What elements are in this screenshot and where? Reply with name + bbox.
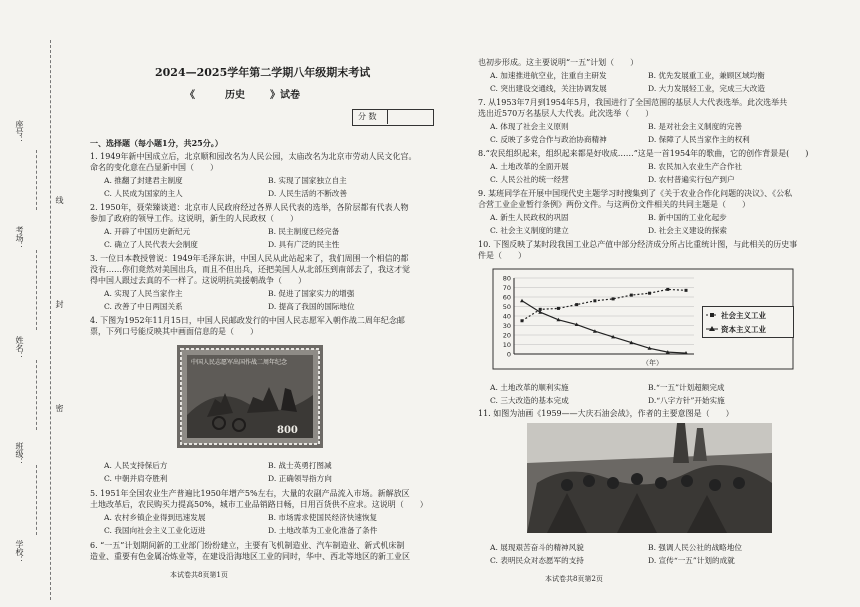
q5-option-a: A. 农村乡镇企业得到迅速发展 <box>104 513 206 522</box>
q3-option-c: C. 改善了中日两国关系 <box>104 302 183 311</box>
q10-stem: 10. 下图反映了某时段我国工业总产值中部分经济成分所占比重统计图，与此相关的历史事 <box>478 240 798 249</box>
q9-option-c: C. 社会主义制度的建立 <box>490 226 569 235</box>
seat-label: 座号： <box>15 120 24 144</box>
q1-option-c: C. 人民成为国家的主人 <box>104 189 183 198</box>
y-tick-label: 10 <box>502 341 511 349</box>
q1-stem: 命名的变化意在凸显新中国（ ） <box>90 163 218 172</box>
series-1-point <box>593 299 596 302</box>
q4-stem: 4. 下图为1952年11月15日，中国人民邮政发行的中国人民志愿军入朝作战二周年纪念邮 <box>90 316 405 325</box>
q10-option-c: C. 三大改造的基本完成 <box>490 396 569 405</box>
q5-option-d: D. 土地改革为工业化准备了条件 <box>268 526 378 535</box>
q4-option-a: A. 人民支持保后方 <box>104 461 168 470</box>
q3-option-d: D. 提高了我国的国际地位 <box>268 302 355 311</box>
y-tick-label: 40 <box>502 312 511 321</box>
exam-room-label: 考场： <box>15 226 24 250</box>
q1-option-d: D. 人民生活的不断改善 <box>268 189 347 198</box>
footer-right: 本试卷共8页第2页 <box>545 575 603 583</box>
q2-option-c: C. 确立了人民代表大会制度 <box>104 240 198 249</box>
section-heading: 一、选择题（每小题1分，共25分。） <box>90 138 223 148</box>
q6-option-c: C. 突出建设交通线，关注协调发展 <box>490 84 607 93</box>
y-tick-label: 20 <box>502 331 511 340</box>
q1-stem: 1. 1949年新中国成立后，北京顺和园改名为人民公园，太庙改名为北京市劳动人民文化宫。 <box>90 152 417 161</box>
q5-option-c: C. 我国向社会主义工业化迈进 <box>104 526 206 535</box>
q7-stem: 选出近570万名基层人大代表。此次选举（ ） <box>478 109 654 118</box>
y-tick-label: 70 <box>502 284 511 292</box>
cut-line-text: 线 <box>55 196 64 204</box>
chart-xlabel: （年） <box>642 359 663 367</box>
q3-stem: 没有……你们竟然对美国出兵，而且不但出兵，还把美国人从北部压到南部去了，我这才觉 <box>90 265 410 274</box>
q8-option-c: C. 人民公社的统一经营 <box>490 175 569 184</box>
series-2-point <box>520 299 524 303</box>
q1-option-b: B. 实现了国家独立自主 <box>268 176 347 185</box>
q10-stem: 件是（ ） <box>478 251 526 260</box>
q11-option-b: B. 强调人民公社的战略地位 <box>648 543 742 552</box>
oil-painting-image <box>527 423 772 533</box>
q1-option-a: A. 推翻了封建君主制度 <box>104 176 183 185</box>
q4-option-c: C. 中朝并肩夺胜利 <box>104 474 168 483</box>
q5-option-b: B. 市场需求使国民经济快速恢复 <box>268 513 378 522</box>
y-tick-label: 60 <box>502 293 511 302</box>
secret-line-text: 密 <box>55 404 64 412</box>
q2-stem: 参加了政府的领导工作。这说明，新生的人民政权（ ） <box>90 214 298 223</box>
q6-stem-cont: 也初步形成。这主要说明“一五”计划（ ） <box>478 58 639 67</box>
q5-stem: 土地改革后，农民购买力提高50%，城市工业品销路日畅，日用百货供不应求。这说明（ ） <box>90 500 428 509</box>
blank-line <box>36 465 37 535</box>
exam-title: 2024—2025学年第二学期八年级期末考试 <box>155 66 371 79</box>
blank-line <box>36 250 37 330</box>
blank-line <box>36 150 37 210</box>
q7-stem: 7. 从1953年7月到1954年5月，我国进行了全国范围的基层人大代表选举。此次选举共 <box>478 98 788 107</box>
series-1-point <box>612 297 615 300</box>
school-label: 学校： <box>15 540 24 564</box>
series-1-point <box>557 307 560 310</box>
blank-line <box>36 360 37 430</box>
series-1-point <box>666 288 669 291</box>
subject-close: 》试卷 <box>270 90 300 101</box>
series-1-point <box>685 289 688 292</box>
footer-left: 本试卷共8页第1页 <box>170 571 228 579</box>
name-label: 姓名： <box>15 336 24 360</box>
q5-stem: 5. 1951年全国农业生产普遍比1950年增产5%左右，大量的农副产品流入市场。新解放区 <box>90 489 410 498</box>
legend-series-1: 社会主义工业 <box>721 311 766 320</box>
score-label: 分 数 <box>358 112 377 121</box>
series-1-point <box>575 303 578 306</box>
q6-option-a: A. 加速推进航空业，注重自主研发 <box>490 71 607 80</box>
stamp-image <box>177 345 323 448</box>
y-tick-label: 50 <box>502 303 511 311</box>
q10-option-a: A. 土地改革的顺利实施 <box>490 383 569 392</box>
q9-stem: 合营工业企业暂行条例》两份文件。与这两份文件相关的共同主题是（ ） <box>478 200 750 209</box>
q9-stem: 9. 某班同学在开展中国现代史主题学习时搜集到了《关于农业合作化问题的决议》、《公私 <box>478 189 793 198</box>
q8-option-b: B. 农民加入农业生产合作社 <box>648 162 742 171</box>
q6-stem: 6. “一五”计划期间新的工业部门纷纷建立，主要有飞机制造业、汽车制造业、新式机床制 <box>90 541 405 550</box>
seal-line-text: 封 <box>55 300 64 308</box>
score-box-divider <box>387 109 388 124</box>
q9-option-a: A. 新生人民政权的巩固 <box>490 213 569 222</box>
q9-option-b: B. 新中国的工业化起步 <box>648 213 727 222</box>
q2-option-a: A. 开辟了中国历史新纪元 <box>104 227 191 236</box>
y-tick-label: 0 <box>506 350 511 359</box>
stamp-value: 800 <box>277 425 298 436</box>
class-label: 班级： <box>15 442 24 466</box>
y-tick-label: 80 <box>502 274 511 283</box>
q10-option-d: D.“八字方针”开始实施 <box>648 396 725 405</box>
q3-option-a: A. 实现了人民当家作主 <box>104 289 183 298</box>
q4-option-d: D. 正确领导指方向 <box>268 474 332 483</box>
q8-option-d: D. 农村普遍实行包产到户 <box>648 175 735 184</box>
q6-option-d: D. 大力发展轻工业，完成三大改造 <box>648 84 765 93</box>
q9-option-d: D. 社会主义建设的探索 <box>648 226 727 235</box>
q11-option-a: A. 展现艰苦奋斗的精神风貌 <box>490 543 584 552</box>
q11-option-c: C. 表明民众对态愿军的支持 <box>490 556 584 565</box>
series-1-point <box>630 294 633 297</box>
binding-line <box>50 40 51 600</box>
subject-name: 历史 <box>225 90 245 101</box>
q3-stem: 得中国人跟过去真的不一样了。这说明抗美援朝战争（ ） <box>90 276 306 285</box>
q8-stem: 8.“农民组织起来，组织起来都是好收成……”这是一首1954年的歌曲，它的创作背景是( ) <box>478 149 809 158</box>
q6-stem: 造业、重要有色金属冶炼业等，在建设沿海地区工业的同时，华中、西北等地区的新工业区 <box>90 552 410 561</box>
q7-option-d: D. 保障了人民当家作主的权利 <box>648 135 750 144</box>
q11-option-d: D. 宣传“一五”计划的成就 <box>648 556 735 565</box>
q2-option-b: B. 民主制度已经完备 <box>268 227 340 236</box>
subject-open: 《 <box>185 90 195 101</box>
q11-stem: 11. 如图为油画《1959——大庆石油会战》，作者的主要意图是（ ） <box>478 409 734 418</box>
legend-series-2: 资本主义工业 <box>721 325 766 334</box>
stamp-caption: 中国人民志愿军出国作战二周年纪念 <box>191 359 288 366</box>
q7-option-b: B. 是对社会主义制度的完善 <box>648 122 742 131</box>
q7-option-c: C. 反映了多党合作与政治协商精神 <box>490 135 607 144</box>
q8-option-a: A. 土地改革的全面开展 <box>490 162 569 171</box>
q7-option-a: A. 体现了社会主义原则 <box>490 122 569 131</box>
chart-legend <box>702 306 794 338</box>
q2-option-d: D. 具有广泛的民主性 <box>268 240 340 249</box>
series-line-2 <box>522 301 686 353</box>
q3-stem: 3. 一位日本教授曾说：1949年毛泽东讲，中国人民从此站起来了，我们周围一个相信的都 <box>90 254 409 263</box>
y-tick-label: 30 <box>502 322 511 330</box>
q10-chart <box>492 268 794 370</box>
q4-stem: 票，下列口号能反映其中画面信息的是（ ） <box>90 327 258 336</box>
q10-option-b: B.“一五”计划超额完成 <box>648 383 725 392</box>
q6-option-b: B. 优先发展重工业，兼顾区域均衡 <box>648 71 765 80</box>
q3-option-b: B. 促进了国家实力的增强 <box>268 289 355 298</box>
series-1-point <box>521 319 524 322</box>
q2-stem: 2. 1950年，聂荣臻谈道：北京市人民政府经过各界人民代表的选举，各阶层都有代表人物 <box>90 203 409 212</box>
q4-option-b: B. 战士英勇打图减 <box>268 461 332 470</box>
series-1-point <box>648 292 651 295</box>
